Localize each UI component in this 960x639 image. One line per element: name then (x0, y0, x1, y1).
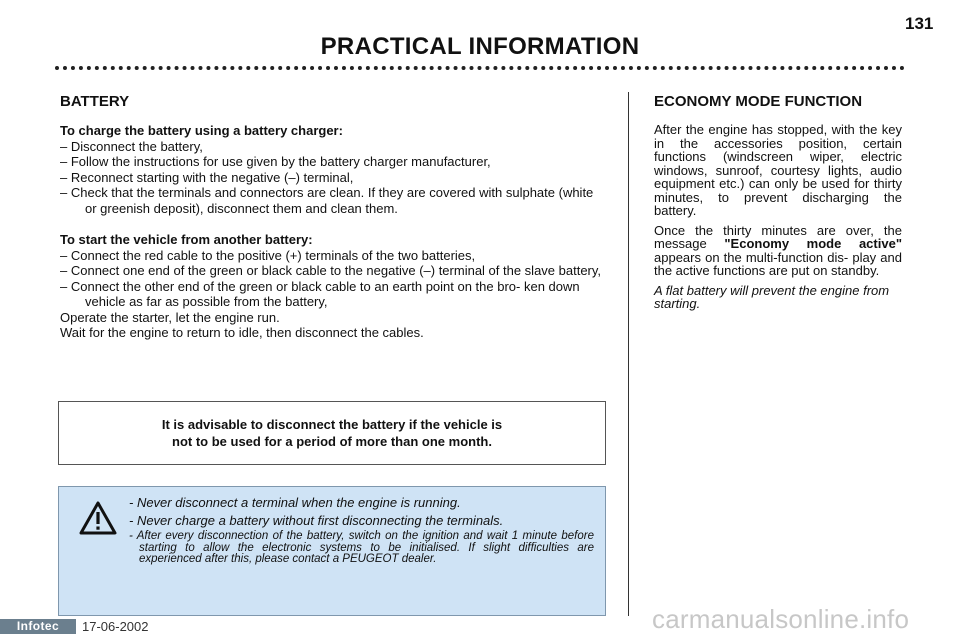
economy-note: A flat battery will prevent the engine from starting. (654, 282, 890, 311)
economy-message-suffix: appears on the multi-function dis- play and the active functions are put on standby. (654, 249, 902, 278)
operate-starter-text: Operate the starter, let the engine run. (60, 309, 280, 325)
charge-heading: To charge the battery using a battery charger: (60, 123, 343, 138)
economy-paragraph: After the engine has stopped, with the key in the accessories position, certain functions (windscreen wiper, electric windows, sunroof, courtesy lights, audio equipment etc.) can only be used for thirty minutes, to prevent discharging the battery. (654, 122, 902, 218)
advice-line: It is advisable to disconnect the battery if the vehicle is (161, 417, 503, 432)
warning-triangle-icon (79, 501, 117, 540)
start-step: – Connect the other end of the green or black cable to an earth point on the bro- ken down vehicle as far as possible from the battery, (60, 278, 580, 309)
footer-date: 17-06-2002 (82, 619, 149, 634)
economy-message-emphasis: "Economy mode active" (724, 236, 902, 251)
warning-list (129, 495, 594, 566)
infotec-logo: Infotec (0, 619, 76, 634)
battery-instructions (60, 123, 605, 341)
warning-item: - Never charge a battery without first disconnecting the terminals. (129, 513, 504, 528)
page-number: 131 (905, 14, 934, 33)
warning-item: - Never disconnect a terminal when the engine is running. (129, 495, 461, 510)
charge-step: – Reconnect starting with the negative (–) terminal, (60, 169, 354, 185)
warning-box (58, 486, 606, 616)
charge-step: – Follow the instructions for use given by the battery charger manufacturer, (60, 154, 491, 169)
economy-text (654, 123, 902, 317)
start-heading: To start the vehicle from another battery: (60, 232, 313, 247)
economy-message-prefix: Once the thirty minutes are over, the message (654, 222, 902, 251)
charge-step: – Disconnect the battery, (60, 138, 203, 154)
watermark: carmanualsonline.info (652, 604, 910, 634)
economy-section-title: ECONOMY MODE FUNCTION (654, 93, 863, 110)
advice-box (58, 401, 606, 465)
advice-line: not to be used for a period of more than one month. (172, 434, 492, 449)
start-step: – Connect the red cable to the positive (+) terminals of the two batteries, (60, 247, 476, 263)
page-title: PRACTICAL INFORMATION (320, 33, 640, 60)
start-step: – Connect one end of the green or black cable to the negative (–) terminal of the slave battery, (60, 263, 602, 278)
column-divider (628, 92, 629, 616)
battery-section-title: BATTERY (60, 93, 130, 110)
warning-detail: - After every disconnection of the battery, switch on the ignition and wait 1 minute before starting to allow the electronic systems to be initialised. If slight difficulties are experienced after this, please contact a PEUGEOT dealer. (129, 530, 594, 565)
charge-step: – Check that the terminals and connectors are clean. If they are covered with sulphate (white or greenish deposit), disconnect them and clean them. (60, 185, 594, 216)
economy-paragraph-message (654, 224, 902, 278)
wait-idle-text: Wait for the engine to return to idle, then disconnect the cables. (60, 325, 424, 340)
title-dotted-rule (55, 66, 905, 70)
